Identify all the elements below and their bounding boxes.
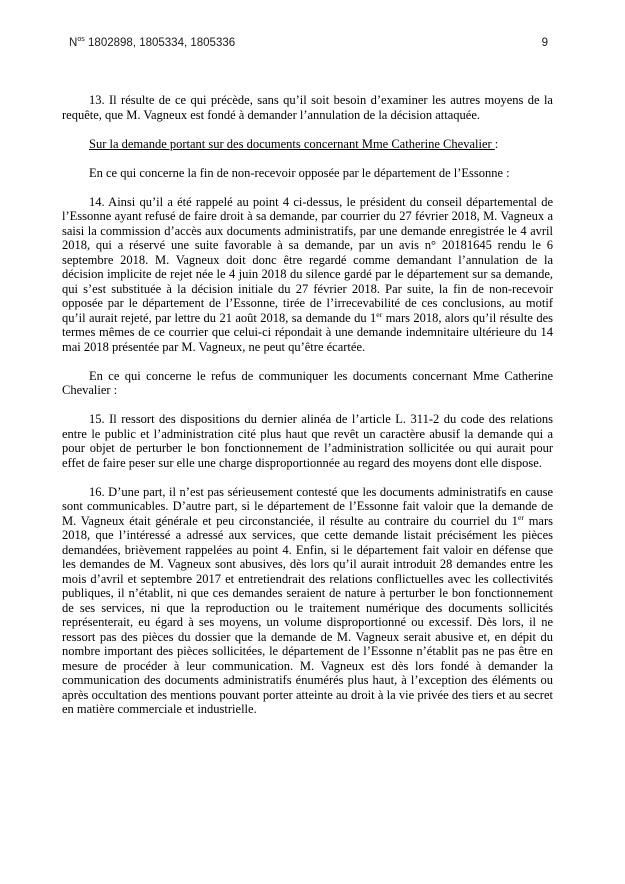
- text-run: N: [69, 37, 78, 49]
- section-heading: [62, 137, 553, 152]
- document-body: [62, 93, 553, 731]
- paragraph: [62, 195, 553, 355]
- text-run: :: [494, 136, 499, 151]
- text-run: En ce qui concerne la fin de non-recevoir opposée par le département de l’Essonne :: [89, 165, 510, 180]
- paragraph: [62, 93, 553, 122]
- paragraph: [62, 412, 553, 470]
- text-run: mars 2018, alors qu’il résulte des termes mêmes de ce courrier que celui-ci répondait à une demande indemnitaire ultérieure du 14 mai 2018 présentée par M. Vagneux, ne peut qu’être écartée.: [62, 310, 553, 354]
- text-run: 13. Il résulte de ce qui précède, sans qu’il soit besoin d’examiner les autres moyens de la requête, que M. Vagneux est fondé à demander l’annulation de la décision attaquée.: [62, 93, 553, 122]
- text-run: 1802898, 1805334, 1805336: [84, 37, 236, 49]
- text-run: 15. Il ressort des dispositions du dernier alinéa de l’article L. 311-2 du code des relations entre le public et l’administration cité plus haut que revêt un caractère abusif la demande qui a pour objet de perturber le bon fonctionnement de l’administration sollicitée ou qui aurait pour effet de faire peser sur elle une charge disproportionnée au regard des moyens dont elle dispose.: [62, 412, 553, 470]
- text-run: mars 2018, que l’intéressé a adressé aux services, que cette demande listait précisément les pièces demandées, brièvement rappelées au point 4. Enfin, si le département fait valoir en défense que les demandes de M. Vagneux sont abusives, dès lors qu’il aurait introduit 28 demandes entre les mois d’avril et septembre 2017 et entretiendrait des relations conflictuelles avec les collectivités publiques, il n’établit, ni que ces demandes seraient de nature à perturber le bon fonctionnement de ses services, ni que la reproduction ou le traitement numérique des documents sollicités représenterait, eu égard à ses moyens, un volume disproportionné ou excessif. Dès lors, il ne ressort pas des pièces du dossier que la demande de M. Vagneux serait abusive et, en dépit du nombre important des pièces sollicitées, le département de l’Essonne n’établit pas ne pas être en mesure de procéder à leur communication. M. Vagneux est dès lors fondé à demander la communication des documents administratifs énumérés plus haut, à l’exception des éléments ou après occultation des mentions pouvant porter atteinte au droit à la vie privée des tiers et au secret en matière commerciale et industrielle.: [62, 513, 553, 716]
- page-header: [69, 37, 548, 49]
- case-numbers: [69, 37, 235, 49]
- underlined-text: Sur la demande portant sur des documents concernant Mme Catherine Chevalier: [89, 136, 495, 151]
- text-run: 14. Ainsi qu’il a été rappelé au point 4 ci-dessus, le président du conseil départemental de l’Essonne ayant refusé de faire droit à sa demande, par courrier du 27 février 2018, M. Vagneux a saisi la commission d’accès aux documents administratifs, par une demande enregistrée le 4 avril 2018, qui a réservé une suite favorable à sa demande, par un avis n° 20181645 rendu le 6 septembre 2018. M. Vagneux doit donc être regardé comme demandant l’annulation de la décision implicite de rejet née le 4 juin 2018 du silence gardé par le département sur sa demande, qui s’est substituée à la décision initiale du 27 février 2018. Par suite, la fin de non-recevoir opposée par le département de l’Essonne, tirée de l’irrecevabilité de ces conclusions, au motif qu’il aurait rejeté, par lettre du 21 août 2018, sa demande du 1: [62, 194, 553, 325]
- text-run: 16. D’une part, il n’est pas sérieusement contesté que les documents administratifs en cause sont communicables. D’autre part, si le département de l’Essonne fait valoir que la demande de M. Vagneux était générale et peu circonstanciée, il résulte au contraire du courriel du 1: [62, 484, 553, 528]
- paragraph: [62, 485, 553, 717]
- superscript-text: er: [517, 512, 524, 522]
- sub-heading: [62, 166, 553, 181]
- text-run: En ce qui concerne le refus de communiquer les documents concernant Mme Catherine Chevalier :: [62, 368, 553, 397]
- superscript-text: os: [77, 35, 85, 44]
- page-number: 9: [541, 37, 548, 49]
- superscript-text: er: [376, 309, 383, 319]
- sub-heading: [62, 369, 553, 398]
